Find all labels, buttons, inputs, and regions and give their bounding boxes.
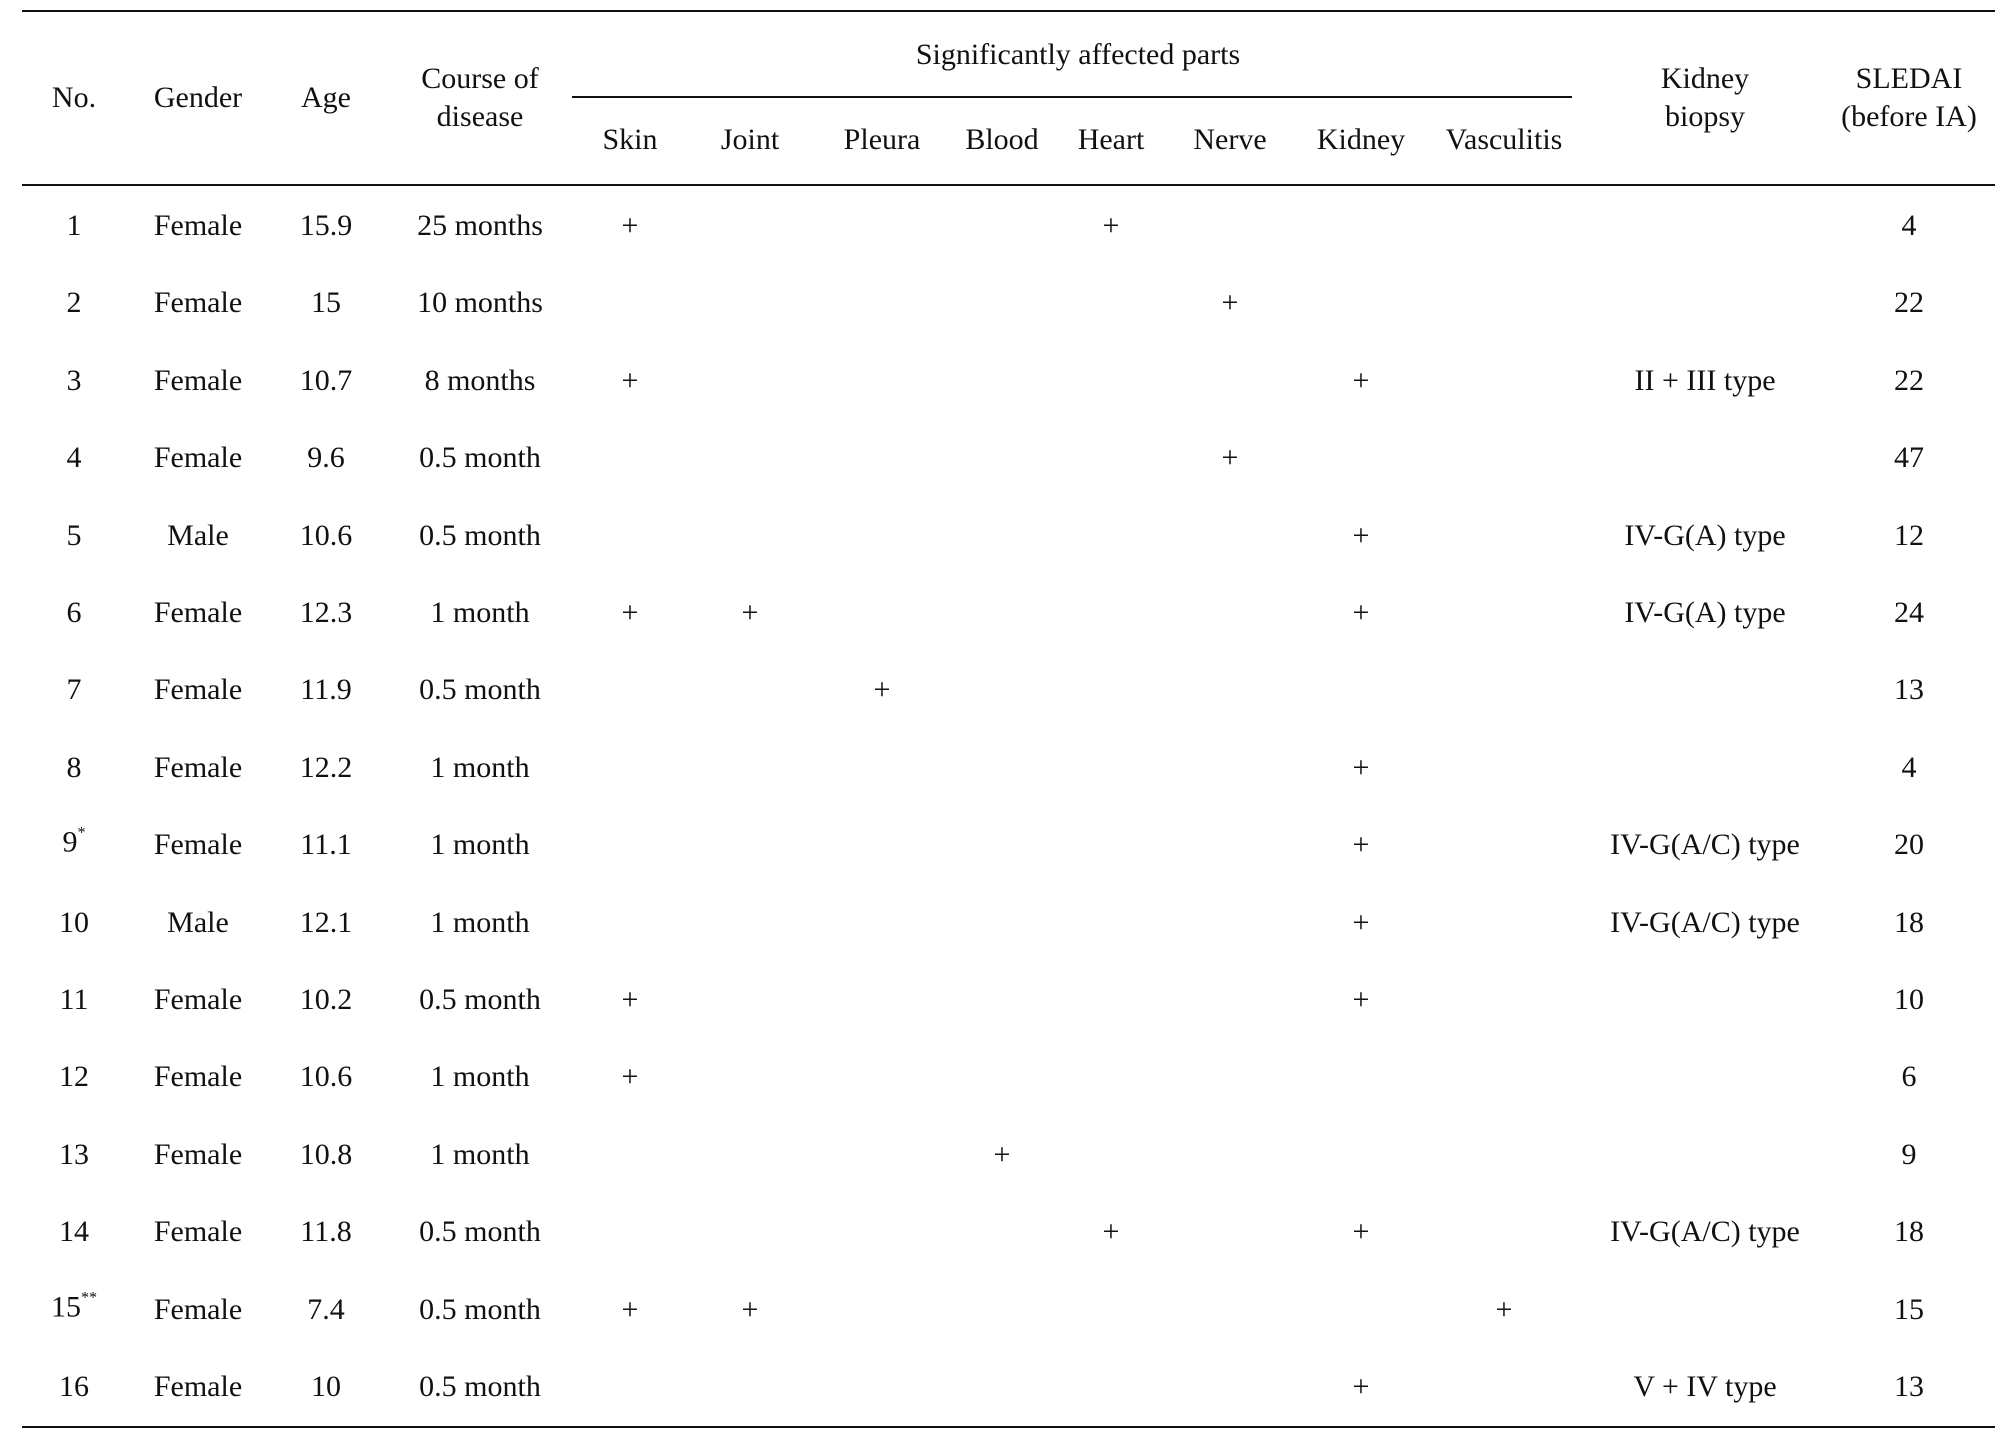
course-cell: 0.5 month xyxy=(419,519,541,552)
row-number-value: 13 xyxy=(59,1138,89,1171)
skin-cell: + xyxy=(621,209,639,242)
row-number-value: 2 xyxy=(66,286,82,319)
kidney-cell: + xyxy=(1352,983,1370,1016)
age-cell: 10.6 xyxy=(299,519,353,552)
header-bottom-rule xyxy=(22,184,1995,186)
pleura-cell: + xyxy=(873,673,891,706)
age-cell: 7.4 xyxy=(307,1293,345,1326)
row-number-value: 4 xyxy=(66,441,82,474)
footnote-mark: * xyxy=(77,824,86,842)
age-cell: 12.2 xyxy=(299,751,353,784)
kidney-cell: + xyxy=(1352,828,1370,861)
biopsy-cell: V + IV type xyxy=(1633,1370,1777,1403)
header-course: Course of disease xyxy=(421,62,539,133)
kidney-cell: + xyxy=(1352,364,1370,397)
gender-cell: Female xyxy=(153,1060,243,1093)
row-number xyxy=(67,208,82,244)
age-cell: 11.1 xyxy=(300,828,352,861)
age-cell: 11.9 xyxy=(300,673,352,706)
affected-group-rule xyxy=(572,96,1572,98)
row-number-value: 9 xyxy=(62,825,78,859)
gender-cell: Male xyxy=(167,906,229,939)
gender-cell: Female xyxy=(153,673,243,706)
course-cell: 1 month xyxy=(430,596,530,629)
sledai-cell: 4 xyxy=(1901,751,1917,784)
kidney-cell: + xyxy=(1352,1370,1370,1403)
row-number-value: 8 xyxy=(66,751,82,784)
kidney-cell: + xyxy=(1352,596,1370,629)
sledai-cell: 24 xyxy=(1894,596,1924,629)
row-number-value: 7 xyxy=(66,673,82,706)
nerve-cell: + xyxy=(1221,441,1239,474)
row-number xyxy=(59,1369,89,1405)
biopsy-cell: IV-G(A/C) type xyxy=(1610,1215,1800,1248)
gender-cell: Male xyxy=(167,519,229,552)
header-sledai: SLEDAI (before IA) xyxy=(1841,62,1977,133)
row-number-value: 1 xyxy=(66,209,82,242)
sledai-cell: 6 xyxy=(1901,1060,1917,1093)
row-number-value: 16 xyxy=(59,1370,89,1403)
skin-cell: + xyxy=(621,364,639,397)
heart-cell: + xyxy=(1102,209,1120,242)
age-cell: 12.1 xyxy=(299,906,353,939)
row-number xyxy=(59,1214,89,1250)
header-pleura: Pleura xyxy=(843,123,921,156)
row-number xyxy=(63,825,86,866)
header-no: No. xyxy=(51,81,97,114)
age-cell: 10 xyxy=(311,1370,341,1403)
course-cell: 0.5 month xyxy=(419,673,541,706)
gender-cell: Female xyxy=(153,209,243,242)
sledai-cell: 12 xyxy=(1894,519,1924,552)
biopsy-cell: IV-G(A/C) type xyxy=(1610,828,1800,861)
table-top-rule xyxy=(22,10,1995,12)
row-number-value: 12 xyxy=(59,1060,89,1093)
header-joint: Joint xyxy=(720,123,780,156)
biopsy-cell: IV-G(A) type xyxy=(1624,519,1786,552)
blood-cell: + xyxy=(993,1138,1011,1171)
sledai-cell: 13 xyxy=(1894,1370,1924,1403)
header-age: Age xyxy=(301,81,351,114)
row-number xyxy=(67,440,82,476)
age-cell: 12.3 xyxy=(299,596,353,629)
sledai-cell: 13 xyxy=(1894,673,1924,706)
gender-cell: Female xyxy=(153,441,243,474)
course-cell: 1 month xyxy=(430,1060,530,1093)
sledai-cell: 47 xyxy=(1894,441,1924,474)
course-cell: 1 month xyxy=(430,751,530,784)
course-cell: 0.5 month xyxy=(419,1293,541,1326)
kidney-cell: + xyxy=(1352,751,1370,784)
row-number xyxy=(67,363,82,399)
row-number xyxy=(67,518,82,554)
sledai-cell: 4 xyxy=(1901,209,1917,242)
row-number-value: 15 xyxy=(51,1290,81,1324)
header-gender: Gender xyxy=(153,81,243,114)
sledai-cell: 15 xyxy=(1894,1293,1924,1326)
vasculitis-cell: + xyxy=(1495,1293,1513,1326)
joint-cell: + xyxy=(741,596,759,629)
header-biopsy: Kidney biopsy xyxy=(1660,62,1750,133)
heart-cell: + xyxy=(1102,1215,1120,1248)
sledai-cell: 9 xyxy=(1901,1138,1917,1171)
gender-cell: Female xyxy=(153,286,243,319)
sledai-cell: 18 xyxy=(1894,1215,1924,1248)
row-number xyxy=(67,285,82,321)
skin-cell: + xyxy=(621,983,639,1016)
course-cell: 0.5 month xyxy=(419,441,541,474)
header-heart: Heart xyxy=(1077,123,1145,156)
age-cell: 10.7 xyxy=(299,364,353,397)
sledai-cell: 22 xyxy=(1894,364,1924,397)
course-cell: 8 months xyxy=(424,364,536,397)
row-number-value: 3 xyxy=(66,364,82,397)
gender-cell: Female xyxy=(153,828,243,861)
row-number xyxy=(67,750,82,786)
row-number-value: 10 xyxy=(59,906,89,939)
row-number xyxy=(67,672,82,708)
sledai-cell: 20 xyxy=(1894,828,1924,861)
header-kidney: Kidney xyxy=(1316,123,1406,156)
patient-table xyxy=(22,10,1995,1430)
age-cell: 15 xyxy=(311,286,341,319)
gender-cell: Female xyxy=(153,596,243,629)
row-number-value: 11 xyxy=(59,983,89,1016)
row-number-value: 5 xyxy=(66,519,82,552)
gender-cell: Female xyxy=(153,751,243,784)
row-number xyxy=(67,595,82,631)
biopsy-cell: II + III type xyxy=(1634,364,1776,397)
gender-cell: Female xyxy=(153,1215,243,1248)
age-cell: 9.6 xyxy=(307,441,345,474)
sledai-cell: 10 xyxy=(1894,983,1924,1016)
header-vasculitis: Vasculitis xyxy=(1445,123,1563,156)
row-number-value: 6 xyxy=(66,596,82,629)
course-cell: 10 months xyxy=(417,286,543,319)
course-cell: 1 month xyxy=(430,906,530,939)
footnote-mark: ** xyxy=(81,1289,97,1307)
biopsy-cell: IV-G(A) type xyxy=(1624,596,1786,629)
skin-cell: + xyxy=(621,596,639,629)
gender-cell: Female xyxy=(153,1138,243,1171)
course-cell: 0.5 month xyxy=(419,983,541,1016)
gender-cell: Female xyxy=(153,1293,243,1326)
age-cell: 10.6 xyxy=(299,1060,353,1093)
course-cell: 0.5 month xyxy=(419,1370,541,1403)
sledai-cell: 18 xyxy=(1894,906,1924,939)
age-cell: 15.9 xyxy=(299,209,353,242)
header-affected-group: Significantly affected parts xyxy=(915,38,1241,71)
biopsy-cell: IV-G(A/C) type xyxy=(1610,906,1800,939)
row-number xyxy=(59,1137,89,1173)
course-cell: 0.5 month xyxy=(419,1215,541,1248)
joint-cell: + xyxy=(741,1293,759,1326)
gender-cell: Female xyxy=(153,983,243,1016)
row-number xyxy=(59,1059,89,1095)
gender-cell: Female xyxy=(153,364,243,397)
age-cell: 10.8 xyxy=(299,1138,353,1171)
age-cell: 11.8 xyxy=(300,1215,352,1248)
skin-cell: + xyxy=(621,1060,639,1093)
kidney-cell: + xyxy=(1352,1215,1370,1248)
kidney-cell: + xyxy=(1352,906,1370,939)
course-cell: 1 month xyxy=(430,1138,530,1171)
header-skin: Skin xyxy=(602,123,658,156)
skin-cell: + xyxy=(621,1293,639,1326)
kidney-cell: + xyxy=(1352,519,1370,552)
row-number xyxy=(51,1290,97,1331)
row-number xyxy=(60,982,89,1018)
header-blood: Blood xyxy=(965,123,1039,156)
nerve-cell: + xyxy=(1221,286,1239,319)
row-number xyxy=(59,905,89,941)
course-cell: 1 month xyxy=(430,828,530,861)
sledai-cell: 22 xyxy=(1894,286,1924,319)
table-bottom-rule xyxy=(22,1426,1995,1428)
header-nerve: Nerve xyxy=(1193,123,1267,156)
gender-cell: Female xyxy=(153,1370,243,1403)
age-cell: 10.2 xyxy=(299,983,353,1016)
course-cell: 25 months xyxy=(417,209,543,242)
row-number-value: 14 xyxy=(59,1215,89,1248)
